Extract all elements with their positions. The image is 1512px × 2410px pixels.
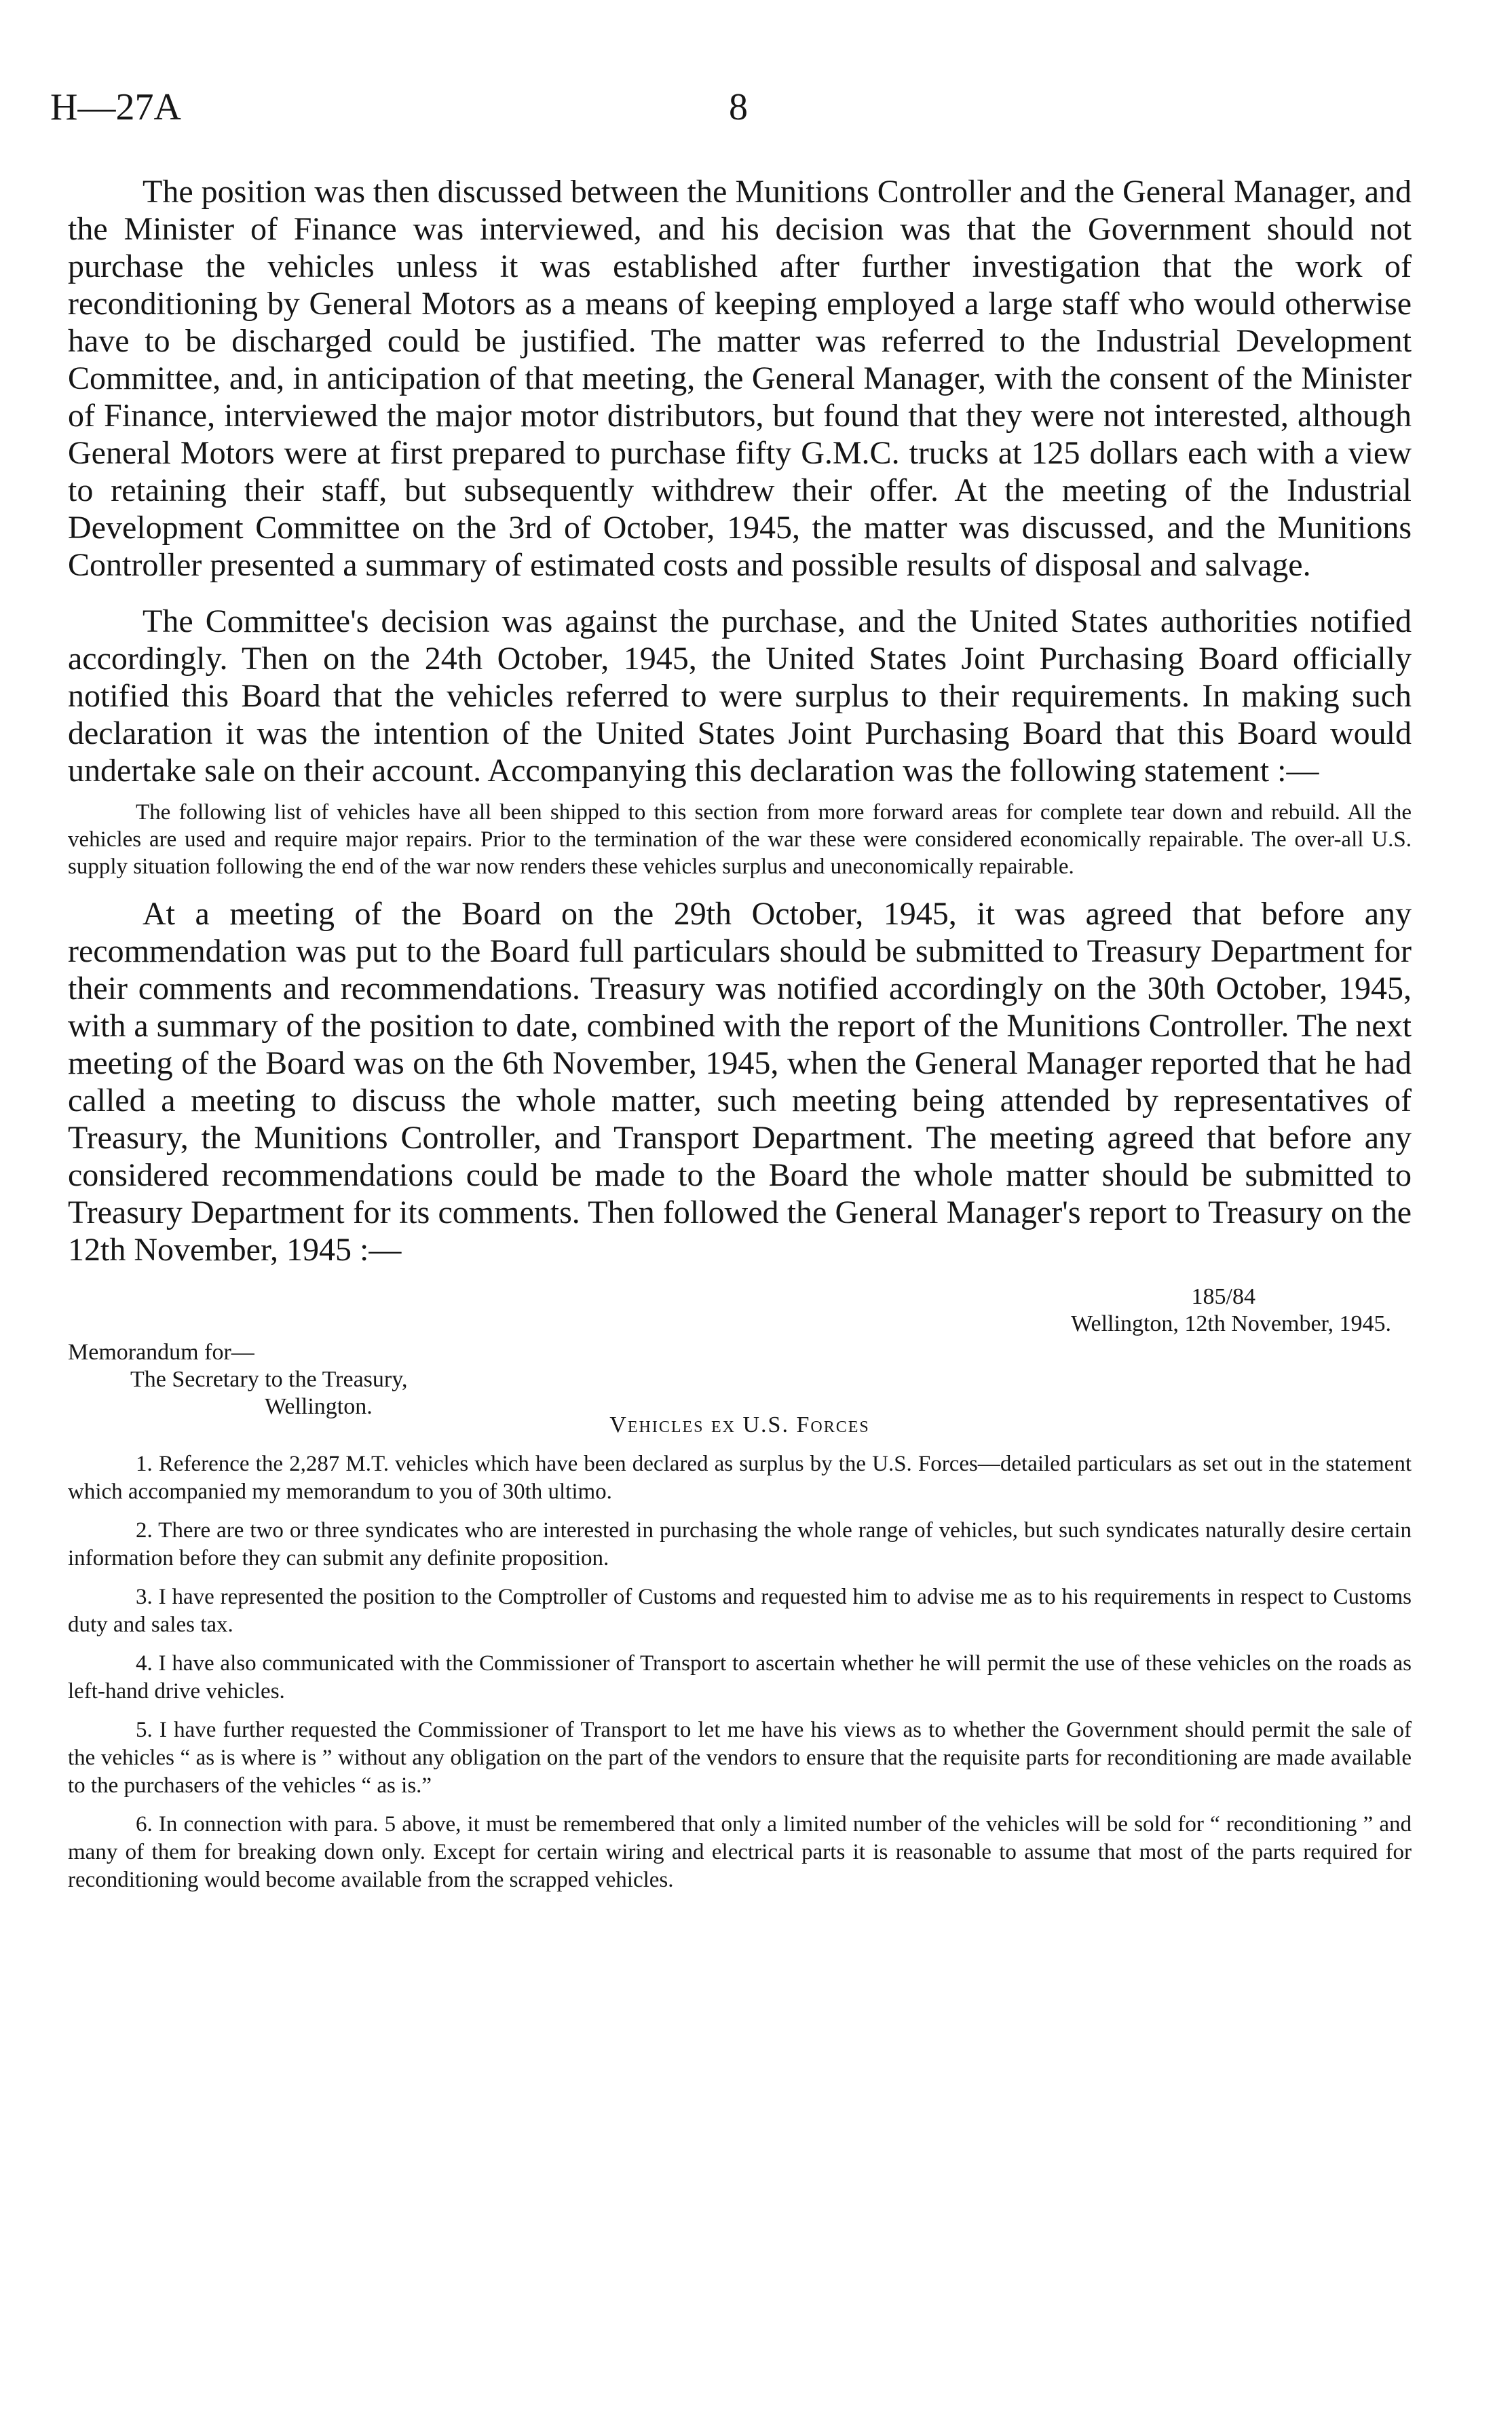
memo-item: 5. I have further requested the Commissioner of Transport to let me have his views as to whether the Government should permit the sale of the vehicles “ as is where is ” without any obligation on the part of the vendors to ensure that the requisite parts for reconditioning are made available to the purchasers of the vehicles “ as is.” bbox=[68, 1718, 1412, 1798]
memo-item: 6. In connection with para. 5 above, it must be remembered that only a limited number of the vehicles will be sold for “ reconditioning ” and many of them for breaking down only. Except for certain wiring and electrical parts it is reasonable to assume that most of the parts required for reconditioning would become available from the scrapped vehicles. bbox=[68, 1812, 1412, 1892]
document-reference: H—27A bbox=[50, 86, 181, 128]
page-number: 8 bbox=[729, 86, 748, 128]
memo-addressee: The Secretary to the Treasury, bbox=[130, 1367, 408, 1392]
memo-item: 1. Reference the 2,287 M.T. vehicles which have been declared as surplus by the U.S. Forces—detailed particulars as set out in the statement which accompanied my memorandum to you of 30th ultimo. bbox=[68, 1452, 1412, 1504]
memo-reference-block bbox=[1071, 1283, 1391, 1338]
memo-item: 4. I have also communicated with the Commissioner of Transport to ascertain whether he will permit the use of these vehicles on the roads as left-hand drive vehicles. bbox=[68, 1651, 1412, 1703]
memo-for-label: Memorandum for— bbox=[68, 1340, 254, 1365]
memo-item: 3. I have represented the position to the Comptroller of Customs and requested him to advise me as to his requirements in respect to Customs duty and sales tax. bbox=[68, 1585, 1412, 1637]
memo-address-block bbox=[68, 1339, 408, 1420]
page-body bbox=[68, 173, 1412, 1894]
memo-file-ref: 185/84 bbox=[1191, 1284, 1255, 1309]
memorandum-header bbox=[68, 1283, 1412, 1419]
memo-date-line: Wellington, 12th November, 1945. bbox=[1071, 1311, 1391, 1336]
body-paragraph-2: The Committee's decision was against the purchase, and the United States authorities notified accordingly. Then on the 24th October, 1945, the United States Joint Purchasing Board officially notified this Board that the vehicles referred to were surplus to their requirements. In making such declaration it was the intention of the United States Joint Purchasing Board that this Board would undertake sale on their account. Accompanying this declaration was the following statement :— bbox=[68, 603, 1412, 789]
memo-title: Vehicles ex U.S. Forces bbox=[609, 1412, 870, 1437]
body-paragraph-1: The position was then discussed between the Munitions Controller and the General Manager, and the Minister of Finance was interviewed, and his decision was that the Government should not purchase the vehicles unless it was established after further investigation that the work of reconditioning by General Motors as a means of keeping employed a large staff who would otherwise have to be discharged could be justified. The matter was referred to the Industrial Development Committee, and, in anticipation of that meeting, the General Manager, with the consent of the Minister of Finance, interviewed the major motor distributors, but found that they were not interested, although General Motors were at first prepared to purchase fifty G.M.C. trucks at 125 dollars each with a view to retaining their staff, but subsequently withdrew their offer. At the meeting of the Industrial Development Committee on the 3rd of October, 1945, the matter was discussed, and the Munitions Controller presented a summary of estimated costs and possible results of disposal and salvage. bbox=[68, 174, 1412, 583]
memo-addressee-city: Wellington. bbox=[265, 1394, 373, 1419]
quoted-statement: The following list of vehicles have all been shipped to this section from more forward areas for complete tear down and rebuild. All the vehicles are used and require major repairs. Prior to the termination of the war these were considered economically repairable. The over-all U.S. supply situation following the end of the war now renders these vehicles surplus and uneconomically repairable. bbox=[68, 800, 1412, 879]
body-paragraph-3: At a meeting of the Board on the 29th October, 1945, it was agreed that before any recommendation was put to the Board full particulars should be submitted to Treasury Department for their comments and recommendations. Treasury was notified accordingly on the 30th October, 1945, with a summary of the position to date, combined with the report of the Munitions Controller. The next meeting of the Board was on the 6th November, 1945, when the General Manager reported that he had called a meeting to discuss the whole matter, such meeting being attended by representatives of Treasury, the Munitions Controller, and Transport Department. The meeting agreed that before any considered recommendations could be made to the Board the whole matter should be submitted to Treasury Department for its comments. Then followed the General Manager's report to Treasury on the 12th November, 1945 :— bbox=[68, 896, 1412, 1268]
memo-item: 2. There are two or three syndicates who are interested in purchasing the whole range of vehicles, but such syndicates naturally desire certain information before they can submit any definite proposition. bbox=[68, 1518, 1412, 1570]
